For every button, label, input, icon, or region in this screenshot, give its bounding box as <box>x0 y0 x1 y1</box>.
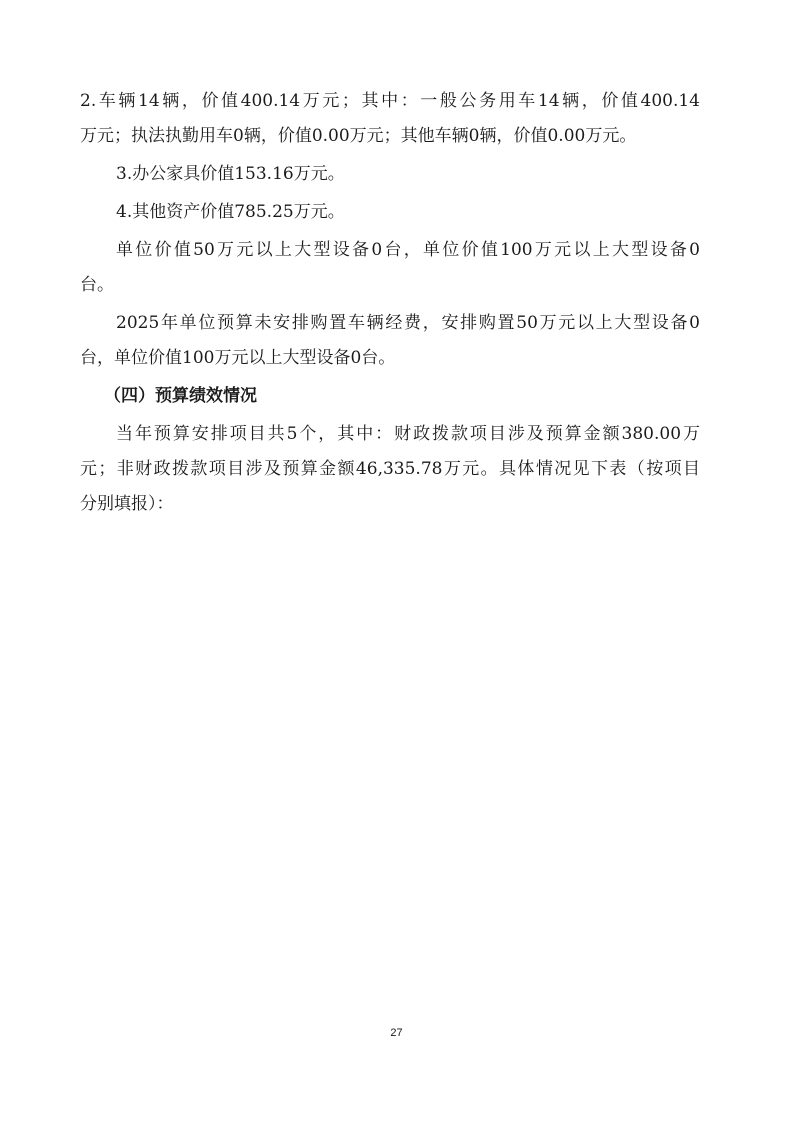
performance-paragraph-line-3: 分别填报）： <box>80 494 174 514</box>
budget-2025-paragraph-line-1: 2025年单位预算未安排购置车辆经费，安排购置50万元以上大型设备0 <box>116 313 700 333</box>
performance-paragraph-line-1: 当年预算安排项目共5个，其中：财政拨款项目涉及预算金额380.00万 <box>116 424 700 444</box>
equipment-paragraph-line-1: 单位价值50万元以上大型设备0台，单位价值100万元以上大型设备0 <box>116 240 700 260</box>
page-number: 27 <box>390 1027 403 1039</box>
section-heading-performance: （四）预算绩效情况 <box>104 386 257 406</box>
furniture-paragraph: 3.办公家具价值153.16万元。 <box>116 164 345 184</box>
other-assets-paragraph: 4.其他资产价值785.25万元。 <box>116 202 345 222</box>
budget-2025-paragraph-line-2: 台，单位价值100万元以上大型设备0台。 <box>80 348 396 368</box>
equipment-paragraph-line-2: 台。 <box>80 275 114 295</box>
vehicles-paragraph-line-2: 万元；执法执勤用车0辆，价值0.00万元；其他车辆0辆，价值0.00万元。 <box>80 126 637 146</box>
vehicles-paragraph-line-1: 2.车辆14辆，价值400.14万元；其中：一般公务用车14辆，价值400.14 <box>80 91 700 111</box>
performance-paragraph-line-2: 元；非财政拨款项目涉及预算金额46,335.78万元。具体情况见下表（按项目 <box>80 459 700 479</box>
